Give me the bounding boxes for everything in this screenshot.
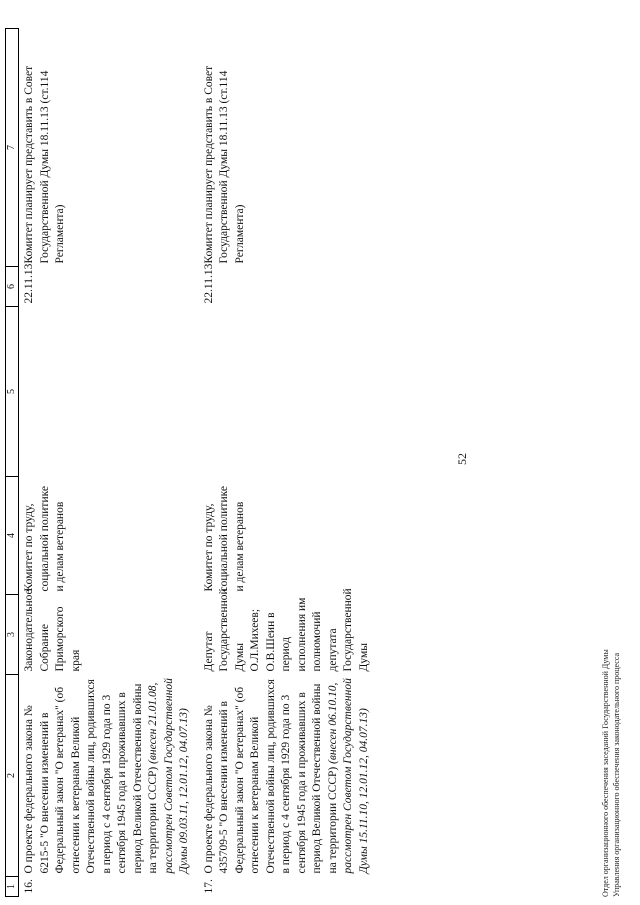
column-5-cell: [19, 307, 199, 477]
bill-note: (внесен 06.10.10, рассмотрен Советом Государственной Думы 15.11.10, 12.01.12, 04.07.13): [326, 678, 370, 874]
bill-note: (внесен 21.01.08, рассмотрен Советом Государственной Думы 09.03.11, 12.01.12, 04.07.13): [147, 678, 190, 874]
committee: Комитет по труду, социальной политике и делам ветеранов: [23, 485, 66, 592]
row-number: 17.: [202, 879, 215, 894]
bill-title-cell: [199, 675, 379, 877]
initiator: Законодательное Собрание Приморского края: [23, 589, 82, 672]
agenda-table: [5, 28, 378, 897]
column-header: 3: [6, 595, 19, 675]
bill-title: О проекте федерального закона № 6215-5 "О внесении изменений в Федеральный закон "О ветеранах" (об отнесении к ветеранам Великой Отечественной войны лиц, родившихся в период с 4 сентября 1929 года по 3 сентября 1945 года и проживавших в период Великой Отечественной войны на территории СССР): [23, 679, 159, 874]
row-number: 16.: [23, 879, 35, 894]
table-header-row: [6, 29, 19, 897]
footer: [600, 649, 622, 897]
committee: Комитет по труду, социальной политике и делам ветеранов: [202, 485, 246, 592]
bill-title-cell: [19, 675, 199, 877]
column-header: 6: [6, 267, 19, 307]
date: 22.11.13: [202, 263, 215, 304]
bill-title: О проекте федерального закона № 435709-5 "О внесении изменений в Федеральный закон "О ветеранах" (об отнесении к ветеранам Великой Отечественной войны лиц, родившихся в период с 4 сентября 1929 года по 3 сентября 1945 года и проживавших в период Великой Отечественной войны на территории СССР): [202, 679, 339, 874]
column-header: 1: [6, 877, 19, 897]
date: 22.11.13: [23, 263, 35, 304]
table-row: [199, 29, 379, 897]
column-5-cell: [199, 307, 379, 477]
page-number: 52: [455, 453, 469, 465]
plan-note: Комитет планирует представить в Совет Государственной Думы 18.11.13 (ст.114 Регламента): [202, 65, 246, 264]
table-row: [19, 29, 199, 897]
column-header: 5: [6, 307, 19, 477]
column-header: 2: [6, 675, 19, 877]
column-header: 7: [6, 29, 19, 267]
footer-line: Отдел организационного обеспечения заседаний Государственной Думы: [601, 649, 610, 897]
plan-note: Комитет планирует представить в Совет Государственной Думы 18.11.13 (ст.114 Регламента): [23, 65, 66, 264]
footer-line: Управления организационного обеспечения законодательного процесса: [612, 652, 621, 897]
initiator: Депутат Государственной Думы О.Л.Михеев; О.В.Шеин в период исполнения им полномочий депутата Государственной Думы: [202, 588, 370, 672]
column-header: 4: [6, 477, 19, 595]
